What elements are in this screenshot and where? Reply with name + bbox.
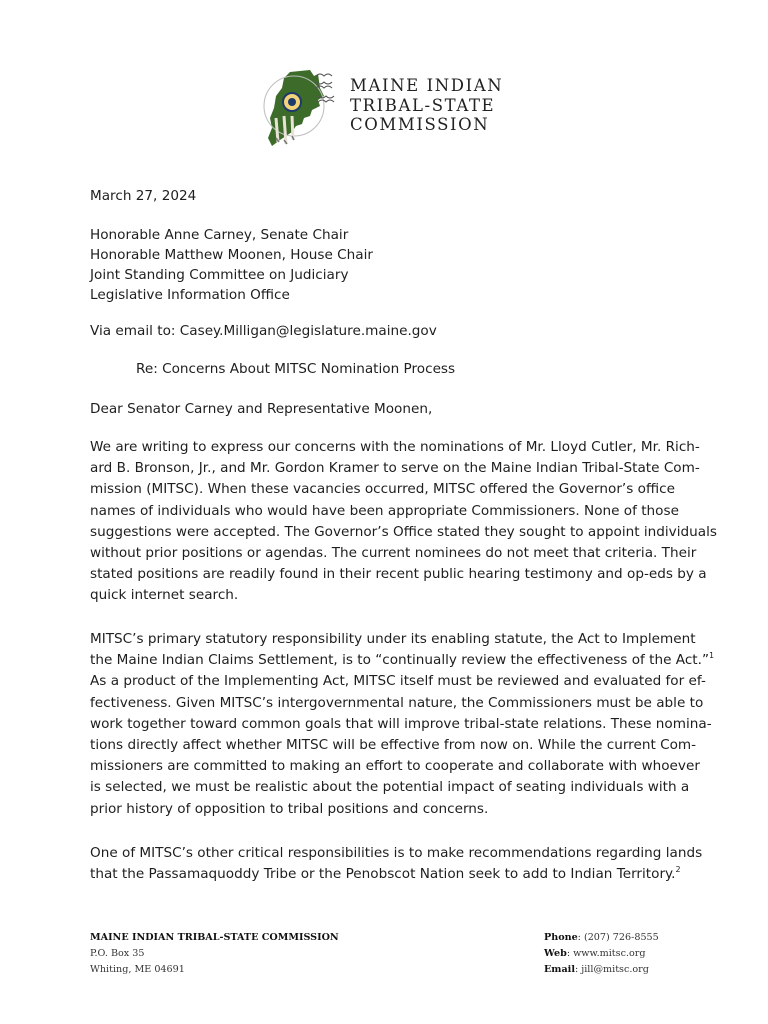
org-name-line2: TRIBAL-STATE: [350, 95, 496, 115]
footnote-ref[interactable]: 1: [709, 651, 715, 661]
paragraph-3: One of MITSC’s other critical responsibilities is to make recommendations regarding lands that the Passamaquoddy Tribe or the Penobscot Nation seek to add to Indian Territory.$^2$: [90, 845, 703, 883]
footer-email[interactable]: Email: jill@mitsc.org: [544, 964, 649, 975]
recipient-line: Legislative Information Office: [90, 287, 290, 303]
footer-web[interactable]: Web: www.mitsc.org: [544, 948, 646, 959]
recipient-line: Honorable Anne Carney, Senate Chair: [90, 227, 349, 243]
mitsc-logo: [262, 66, 348, 152]
salutation: Dear Senator Carney and Representative Moonen,: [90, 401, 433, 417]
footer-address: [90, 930, 339, 978]
footer-org-name: MAINE INDIAN TRIBAL-STATE COMMISSION: [90, 932, 339, 943]
org-name: [350, 76, 503, 135]
letter-date: March 27, 2024: [90, 188, 197, 204]
paragraph-2: MITSC’s primary statutory responsibility under its enabling statute, the Act to Implement the Maine Indian Claims Settlement, is to “continually review the effectiveness of the Act.”$^1$ As a product of the Implementing Act, MITSC itself must be reviewed and evaluated for ef- fectiveness. Given MITSC’s intergovernmental nature, the Commissioners must be able to work together toward common goals that will improve tribal-state relations. These nomina- tions directly affect whether MITSC will be effective from now on. While the current Com- missioners are committed to making an effort to cooperate and collaborate with whoever is selected, we must be realistic about the potential impact of seating individuals with a prior history of opposition to tribal positions and concerns.: [90, 631, 715, 817]
recipient-line: Joint Standing Committee on Judiciary: [90, 267, 349, 283]
org-name-line3: COMMISSION: [350, 115, 490, 134]
paragraph-1: We are writing to express our concerns with the nominations of Mr. Lloyd Cutler, Mr. Rich- ard B. Bronson, Jr., and Mr. Gordon Kramer to serve on the Maine Indian Tribal-State Com- mission (MITSC). When these vacancies occurred, MITSC offered the Governor’s office names of individuals who would have been appropriate Commissioners. None of those suggestions were accepted. The Governor’s Office stated they sought to appoint individuals without prior positions or agendas. The current nominees do not meet that criteria. Their stated positions are readily found in their recent public hearing testimony and op-eds by a quick internet search.: [90, 439, 717, 604]
re-line: Re: Concerns About MITSC Nomination Process: [136, 361, 456, 377]
footer-contact: [544, 930, 659, 978]
footer-po-box: P.O. Box 35: [90, 948, 145, 959]
footer-city: Whiting, ME 04691: [90, 964, 185, 975]
letterhead: [262, 66, 522, 152]
via-email-line: Via email to: Casey.Milligan@legislature.maine.gov: [90, 323, 437, 339]
footnote-ref[interactable]: 2: [675, 865, 681, 875]
recipient-block: [90, 225, 682, 305]
recipient-line: Honorable Matthew Moonen, House Chair: [90, 247, 373, 263]
org-name-line1: MAINE INDIAN: [350, 76, 504, 95]
footer-phone: Phone: (207) 726-8555: [544, 932, 659, 943]
